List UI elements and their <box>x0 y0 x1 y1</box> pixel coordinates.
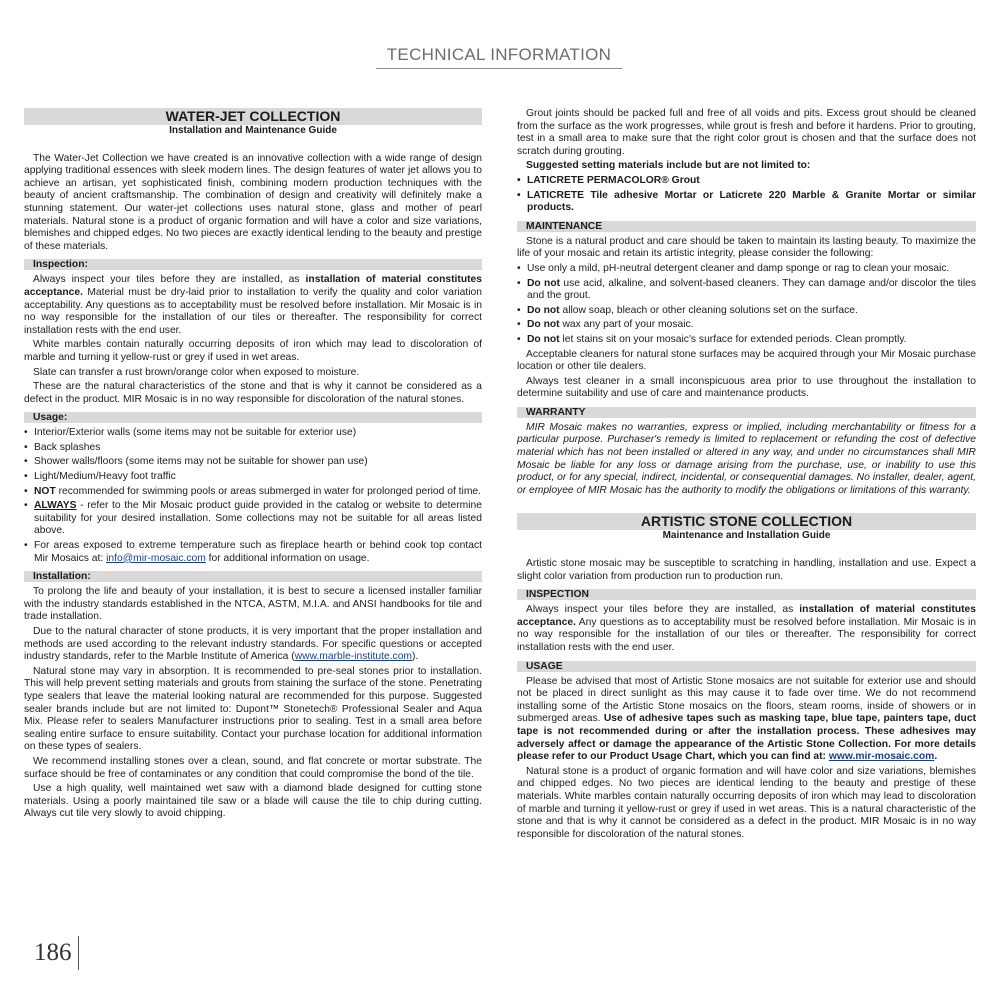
installation-paragraph: Natural stone may vary in absorption. It is recommended to pre-seal stones prior to installation. This will help prevent setting materials and grouts from staining the surface of the stone. Penetrating type sealers that leave the material looking natural are recommended for this purpose. Suggested sealer brands include but are not limited to: Dupont™ Stonetech® Professional Sealer and Aqua Mix. Please refer to sealers Manufacturer instructions prior to sealing. Test in a small area before sealing entire surface to ensure suitability. Contact your purchase location for additional information on these types of sealers. <box>24 665 482 753</box>
maintenance-heading: MAINTENANCE <box>517 221 976 232</box>
inspection-heading: Inspection: <box>24 259 482 270</box>
inspection-paragraph: Slate can transfer a rust brown/orange color when exposed to moisture. <box>33 366 360 378</box>
list-item: • LATICRETE Tile adhesive Mortar or Laticrete 220 Marble & Granite Mortar or similar products. <box>517 190 976 215</box>
list-item: • Do not allow soap, bleach or other cleaning solutions set on the surface. <box>517 305 976 318</box>
list-item: • Light/Medium/Heavy foot traffic <box>24 471 482 484</box>
list-item: • NOT recommended for swimming pools or areas submerged in water for prolonged period of time. <box>24 486 482 499</box>
artistic-inspection-paragraph: Always inspect your tiles before they are installed, as installation of material constitutes acceptance. Any questions as to acceptability must be resolved before installation. Mir Mosaic is in no way responsible for the installation of our tiles or thereafter. The responsibility for correct installation rests with the end user. <box>517 604 976 653</box>
right-column <box>517 108 976 843</box>
maintenance-paragraph: Stone is a natural product and care should be taken to maintain its lasting beauty. To maximize the life of your mosaic and retain its artistic integrity, please consider the following: <box>517 235 976 260</box>
installation-paragraph: Use a high quality, well maintained wet saw with a diamond blade designed for cutting stone materials. Using a poorly maintained tile saw or a blade will cause the tile to chip during cutting. Always cut tile very slowly to avoid chipping. <box>24 783 482 820</box>
email-link[interactable]: info@mir-mosaic.com <box>106 552 206 564</box>
artistic-usage-paragraph: Please be advised that most of Artistic Stone mosaics are not suitable for exterior use and should not be placed in direct sunlight as this may cause it to fade over time. We do not recommend installing some of the Artistic Stone mosaics on the floors, steam rooms, inside of showers or in submerged areas. Use of adhesive tapes such as masking tape, blue tape, painters tape, duct tape is not recommended during or after the installation process. These adhesives may adversely affect or damage the appearance of the Artistic Stone Collection. For more details please refer to our Product Usage Chart, which you can find at: www.mir-mosaic.com. <box>517 675 976 763</box>
artistic-inspection-heading: INSPECTION <box>517 589 976 600</box>
suggested-materials: Suggested setting materials include but are not limited to: <box>526 160 811 172</box>
maintenance-list <box>517 263 976 347</box>
mir-mosaic-link[interactable]: www.mir-mosaic.com <box>828 751 935 763</box>
list-item: • ALWAYS - refer to the Mir Mosaic product guide provided in the catalog or website to determine suitability for your desired installation. Some collections may not be suitable for all areas listed above. <box>24 500 482 538</box>
list-item: • LATICRETE PERMACOLOR® Grout <box>517 175 976 188</box>
list-item: • Do not let stains sit on your mosaic's surface for extended periods. Clean promptly. <box>517 334 976 347</box>
installation-paragraph: We recommend installing stones over a clean, sound, and flat concrete or mortar substrate. The surface should be free of contaminates or any condition that could compromise the bond of the tile. <box>24 755 482 780</box>
warranty-heading: WARRANTY <box>517 407 976 418</box>
list-item: • For areas exposed to extreme temperature such as fireplace hearth or behind cook top contact Mir Mosaics at: info@mir-mosaic.com for additional information on usage. <box>24 540 482 565</box>
installation-heading: Installation: <box>24 571 482 582</box>
inspection-paragraph: Always inspect your tiles before they are installed, as installation of material constitutes acceptance. Material must be dry-laid prior to installation to verify the quality and color variation acceptability. Any questions as to acceptability must be resolved before installation. Mir Mosaic is in no way responsible for the installation of our tiles or thereafter. The responsibility for correct installation rests with the end user. <box>24 274 482 336</box>
installation-paragraph: Due to the natural character of stone products, it is very important that the proper installation and methods are used according to the relevant industry standards. For specific questions or accepted industry standards, refer to the Marble Institute of America (www.marble-institute.com). <box>24 626 482 663</box>
list-item: • Use only a mild, pH-neutral detergent cleaner and damp sponge or rag to clean your mosaic. <box>517 263 976 276</box>
usage-list <box>24 427 482 565</box>
list-item: • Do not wax any part of your mosaic. <box>517 319 976 332</box>
warranty-paragraph: MIR Mosaic makes no warranties, express or implied, including merchantability or fitness for a particular purpose. Purchaser's remedy is limited to replacement or refunding the cost of defective material which has not been installed or altered in any way, and under no circumstances shall MIR Mosaic be liable for any loss or damage arising from the purchase, use, or inability to use this product, or for any special, indirect, incidental, or consequential damages. No installer, dealer, agent, or employee of MIR Mosaic has the authority to modify the obligations or limitations of this warranty. <box>517 421 976 496</box>
water-jet-intro: The Water-Jet Collection we have created is an innovative collection with a wide range of design applying traditional essences with sleek modern lines. The design features of water jet allows you to achieve an artisan, yet sophisticated finish, combining modern production techniques with the beauty of ancient craftsmanship. The combination of design and creativity will definitely make a stunning statement. Our water-jet collections uses natural stone, glass and mother of pearl materials. Natural stone is a product of organic formation and will have a color and size variations, blemishes and chipped edges. No two pieces are exactly identical lending to the beauty and prestige of these materials. <box>24 152 482 252</box>
installation-paragraph: To prolong the life and beauty of your installation, it is best to secure a licensed installer familiar with the industry standards established in the NTCA, ASTM, M.I.A. and ANSI handbooks for tile and trade installation. <box>24 586 482 623</box>
artistic-usage-heading: USAGE <box>517 661 976 672</box>
artistic-usage-paragraph: Natural stone is a product of organic formation and will have color and size variations, blemishes and chipped edges. No two pieces are identical lending to the beauty and prestige of these materials. White marbles contain naturally occurring deposits of iron which may lead to discoloration of marble and turning it yellow-rust or grey if used in wet areas. This is a natural characteristic of the stone and that is why it cannot be considered as a defect in the product. MIR Mosaic is in no way responsible for discoloration of the natural stones. <box>517 765 976 840</box>
artistic-stone-title: ARTISTIC STONE COLLECTION <box>517 513 976 530</box>
page-title: TECHNICAL INFORMATION <box>376 45 622 69</box>
materials-list <box>517 175 976 215</box>
left-column <box>24 108 482 823</box>
usage-heading: Usage: <box>24 412 482 423</box>
page-number: 186 <box>34 936 79 970</box>
inspection-paragraph: These are the natural characteristics of the stone and that is why it cannot be considered as a defect in the product. MIR Mosaic is in no way responsible for discoloration of the natural stones. <box>24 381 482 405</box>
list-item: • Interior/Exterior walls (some items may not be suitable for exterior use) <box>24 427 482 440</box>
warranty-block <box>517 422 976 498</box>
maintenance-paragraph: Acceptable cleaners for natural stone surfaces may be acquired through your Mir Mosaic purchase location or other tile dealers. <box>517 348 976 373</box>
artistic-intro: Artistic stone mosaic may be susceptible to scratching in handling, installation and use. Expect a slight color variation from production run to production run. <box>517 558 976 582</box>
grout-paragraph: Grout joints should be packed full and free of all voids and pits. Excess grout should be cleaned from the surface as the work progresses, while grout is fresh and before it hardens. Prior to grouting, test in a small area to make sure that the right color grout is chosen and that the surface does not scratch during grouting. <box>517 108 976 157</box>
maintenance-paragraph: Always test cleaner in a small inconspicuous area prior to use throughout the installation to determine suitability and use of care and maintenance products. <box>517 375 976 400</box>
inspection-paragraph: White marbles contain naturally occurring deposits of iron which may lead to discoloration of marble and turning it yellow-rust or grey if used in wet areas. <box>24 339 482 363</box>
list-item: • Shower walls/floors (some items may not be suitable for shower pan use) <box>24 456 482 469</box>
water-jet-subtitle: Installation and Maintenance Guide <box>169 125 337 136</box>
marble-institute-link[interactable]: www.marble-institute.com <box>294 651 413 663</box>
artistic-stone-subtitle: Maintenance and Installation Guide <box>662 530 831 542</box>
water-jet-title: WATER-JET COLLECTION <box>24 108 482 125</box>
list-item: • Do not use acid, alkaline, and solvent-based cleaners. They can damage and/or discolor the tiles and the grout. <box>517 278 976 303</box>
list-item: • Back splashes <box>24 442 482 455</box>
